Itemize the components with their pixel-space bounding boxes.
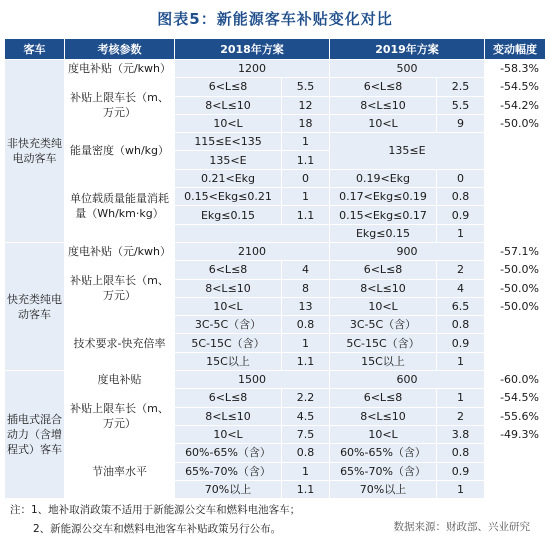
coef-2019-cell: 5.5 [437, 96, 485, 114]
coef-2019-cell: 0.9 [437, 334, 485, 352]
condition-2019-cell: 135≤E [330, 133, 485, 170]
coef-2018-cell: 1 [282, 334, 330, 352]
page-title: 图表5：新能源客车补贴变化对比 [157, 10, 393, 28]
coef-2018-cell: 0.8 [282, 444, 330, 462]
coef-2018-cell: 4 [282, 261, 330, 279]
header-cell: 变动幅度 [485, 39, 546, 60]
condition-2019-cell: 6<L≤8 [330, 78, 437, 96]
coef-2018-cell: 1 [282, 133, 330, 151]
coef-2018-cell: 2.2 [282, 389, 330, 407]
table-row [5, 371, 546, 389]
condition-2018-cell: 5C-15C（含） [175, 334, 282, 352]
data-source: 数据来源：财政部、兴业研究 [393, 521, 530, 533]
condition-2019-cell: 6<L≤8 [330, 389, 437, 407]
coef-2018-cell: 13 [282, 297, 330, 315]
condition-2019-cell: 5C-15C（含） [330, 334, 437, 352]
coef-2018-cell: 18 [282, 114, 330, 132]
condition-2018-cell: 8<L≤10 [175, 407, 282, 425]
coef-2019-cell: 1 [437, 389, 485, 407]
coef-2019-cell: 1 [437, 224, 485, 242]
header-cell: 客车 [5, 39, 65, 60]
value-2018-cell: 1200 [175, 60, 330, 78]
value-2019-cell: 500 [330, 60, 485, 78]
table-row [5, 444, 546, 462]
parameter-cell: 单位载质量能量消耗量（Wh/km·kg） [65, 169, 175, 242]
change-cell: -54.5% [485, 78, 546, 96]
coef-2019-cell: 9 [437, 114, 485, 132]
footnote: 2、新能源公交车和燃料电池客车补贴政策另行公布。 [33, 523, 282, 535]
condition-2018-cell: 6<L≤8 [175, 261, 282, 279]
condition-2019-cell: 3C-5C（含） [330, 316, 437, 334]
subsidy-table [4, 38, 546, 499]
condition-2019-cell: 8<L≤10 [330, 407, 437, 425]
condition-2019-cell: 0.15<Ekg≤0.17 [330, 206, 437, 224]
condition-2019-cell: Ekg≤0.15 [330, 224, 437, 242]
parameter-cell: 能量密度（wh/kg） [65, 133, 175, 170]
condition-2019-cell: 10<L [330, 114, 437, 132]
condition-2018-cell: 3C-5C（含） [175, 316, 282, 334]
coef-2018-cell: 5.5 [282, 78, 330, 96]
header-row [5, 39, 546, 60]
parameter-cell: 补贴上限车长（m、万元） [65, 389, 175, 444]
coef-2018-cell: 1.1 [282, 151, 330, 169]
change-cell: -50.0% [485, 261, 546, 279]
coef-2018-cell: 8 [282, 279, 330, 297]
change-cell: -50.0% [485, 114, 546, 132]
condition-2018-cell: 60%-65%（含） [175, 444, 282, 462]
value-2018-cell: 2100 [175, 242, 330, 260]
table-body [5, 60, 546, 499]
empty-cell [175, 224, 330, 242]
change-cell: -50.0% [485, 279, 546, 297]
table-row [5, 242, 546, 260]
coef-2019-cell: 1 [437, 352, 485, 370]
coef-2019-cell: 0.9 [437, 462, 485, 480]
change-cell: -55.6% [485, 407, 546, 425]
condition-2019-cell: 0.17<Ekg≤0.19 [330, 188, 437, 206]
change-cell: -49.3% [485, 425, 546, 443]
condition-2018-cell: 8<L≤10 [175, 279, 282, 297]
change-cell: -54.2% [485, 96, 546, 114]
condition-2019-cell: 10<L [330, 297, 437, 315]
condition-2018-cell: 10<L [175, 114, 282, 132]
change-cell [485, 169, 546, 242]
coef-2019-cell: 0 [437, 169, 485, 187]
table-row [5, 261, 546, 279]
value-2019-cell: 600 [330, 371, 485, 389]
condition-2019-cell: 10<L [330, 425, 437, 443]
parameter-cell: 补贴上限车长（m、万元） [65, 78, 175, 133]
parameter-cell: 技术要求-快充倍率 [65, 316, 175, 371]
condition-2018-cell: 10<L [175, 425, 282, 443]
coef-2018-cell: 12 [282, 96, 330, 114]
condition-2018-cell: 6<L≤8 [175, 78, 282, 96]
coef-2018-cell: 1 [282, 188, 330, 206]
coef-2019-cell: 2 [437, 407, 485, 425]
parameter-cell: 度电补贴 [65, 371, 175, 389]
vehicle-type-cell: 插电式混合动力（含增程式）客车 [5, 371, 65, 499]
parameter-cell: 节油率水平 [65, 444, 175, 499]
coef-2018-cell: 1 [282, 462, 330, 480]
table-row [5, 133, 546, 151]
condition-2018-cell: 65%-70%（含） [175, 462, 282, 480]
table-row [5, 78, 546, 96]
condition-2018-cell: 10<L [175, 297, 282, 315]
condition-2019-cell: 60%-65%（含） [330, 444, 437, 462]
condition-2019-cell: 0.19<Ekg [330, 169, 437, 187]
value-2019-cell: 900 [330, 242, 485, 260]
condition-2019-cell: 65%-70%（含） [330, 462, 437, 480]
coef-2018-cell: 4.5 [282, 407, 330, 425]
condition-2019-cell: 8<L≤10 [330, 279, 437, 297]
footnotes [10, 501, 300, 539]
change-cell [485, 316, 546, 371]
change-cell: -54.5% [485, 389, 546, 407]
change-cell: -58.3% [485, 60, 546, 78]
condition-2018-cell: Ekg≤0.15 [175, 206, 282, 224]
table-row [5, 316, 546, 334]
coef-2018-cell: 1.1 [282, 206, 330, 224]
coef-2019-cell: 6.5 [437, 297, 485, 315]
condition-2019-cell: 70%以上 [330, 480, 437, 498]
vehicle-type-cell: 快充类纯电动客车 [5, 242, 65, 370]
coef-2018-cell: 1.1 [282, 480, 330, 498]
value-2018-cell: 1500 [175, 371, 330, 389]
footnote: 注：1、地补取消政策不适用于新能源公交车和燃料电池客车； [10, 504, 301, 516]
header-cell: 考核参数 [65, 39, 175, 60]
table-row [5, 60, 546, 78]
coef-2019-cell: 0.8 [437, 444, 485, 462]
coef-2019-cell: 3.8 [437, 425, 485, 443]
coef-2018-cell: 0.8 [282, 316, 330, 334]
table-row [5, 169, 546, 187]
parameter-cell: 度电补贴（元/kwh） [65, 60, 175, 78]
coef-2019-cell: 2.5 [437, 78, 485, 96]
vehicle-type-cell: 非快充类纯电动客车 [5, 60, 65, 243]
condition-2018-cell: 70%以上 [175, 480, 282, 498]
coef-2019-cell: 1 [437, 480, 485, 498]
table-row [5, 389, 546, 407]
parameter-cell: 度电补贴（元/kwh） [65, 242, 175, 260]
coef-2019-cell: 2 [437, 261, 485, 279]
condition-2018-cell: 0.21<Ekg [175, 169, 282, 187]
change-cell: -50.0% [485, 297, 546, 315]
change-cell [485, 133, 546, 170]
coef-2018-cell: 0 [282, 169, 330, 187]
condition-2018-cell: 0.15<Ekg≤0.21 [175, 188, 282, 206]
coef-2019-cell: 0.8 [437, 188, 485, 206]
condition-2018-cell: 15C以上 [175, 352, 282, 370]
condition-2019-cell: 8<L≤10 [330, 96, 437, 114]
condition-2018-cell: 6<L≤8 [175, 389, 282, 407]
condition-2018-cell: 8<L≤10 [175, 96, 282, 114]
change-cell: -60.0% [485, 371, 546, 389]
condition-2019-cell: 6<L≤8 [330, 261, 437, 279]
condition-2019-cell: 15C以上 [330, 352, 437, 370]
coef-2018-cell: 1.1 [282, 352, 330, 370]
change-cell [485, 444, 546, 499]
condition-2018-cell: 115≤E<135 [175, 133, 282, 151]
condition-2018-cell: 135<E [175, 151, 282, 169]
header-cell: 2018年方案 [175, 39, 330, 60]
parameter-cell: 补贴上限车长（m、万元） [65, 261, 175, 316]
change-cell: -57.1% [485, 242, 546, 260]
coef-2019-cell: 0.9 [437, 206, 485, 224]
coef-2019-cell: 0.8 [437, 316, 485, 334]
header-cell: 2019年方案 [330, 39, 485, 60]
coef-2019-cell: 4 [437, 279, 485, 297]
coef-2018-cell: 7.5 [282, 425, 330, 443]
